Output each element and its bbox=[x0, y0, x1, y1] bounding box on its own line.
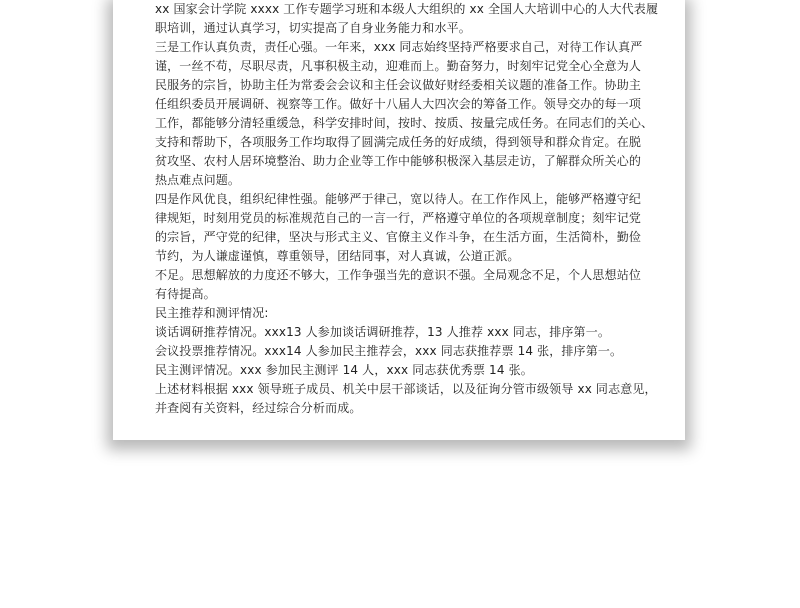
text-line: 热点难点问题。 bbox=[155, 173, 241, 187]
text-line: 会议投票推荐情况。xxx14 人参加民主推荐会，xxx 同志获推荐票 14 张，排序第一。 bbox=[155, 344, 623, 358]
text-line: 节约，为人谦虚谨慎，尊重领导，团结同事，对人真诚，公道正派。 bbox=[155, 249, 520, 263]
text-line: 三是工作认真负责，责任心强。一年来，xxx 同志始终坚持严格要求自己，对待工作认真严 bbox=[155, 40, 643, 54]
document-page bbox=[113, 0, 685, 440]
text-line: 工作，都能够分清轻重缓急，科学安排时间，按时、按质、按量完成任务。在同志们的关心、 bbox=[155, 116, 654, 130]
text-line: 的宗旨，严守党的纪律，坚决与形式主义、官僚主义作斗争，在生活方面，生活简朴，勤俭 bbox=[155, 230, 642, 244]
text-line: 上述材料根据 xxx 领导班子成员、机关中层干部谈话，以及征询分管市级领导 xx 同志意见， bbox=[155, 382, 657, 396]
text-line: 四是作风优良，组织纪律性强。能够严于律己，宽以待人。在工作作风上，能够严格遵守纪 bbox=[155, 192, 642, 206]
document-body bbox=[155, 0, 659, 418]
section-heading: 民主推荐和测评情况: bbox=[155, 306, 269, 320]
text-line: 谈话调研推荐情况。xxx13 人参加谈话调研推荐，13 人推荐 xxx 同志，排序第一。 bbox=[155, 325, 611, 339]
text-line: 不足。思想解放的力度还不够大，工作争强当先的意识不强。全局观念不足，个人思想站位 bbox=[155, 268, 642, 282]
text-line: 民服务的宗旨，协助主任为常委会会议和主任会议做好财经委相关议题的准备工作。协助主 bbox=[155, 78, 642, 92]
text-line: 任组织委员开展调研、视察等工作。做好十八届人大四次会的筹备工作。领导交办的每一项 bbox=[155, 97, 642, 111]
text-line: 并查阅有关资料，经过综合分析而成。 bbox=[155, 401, 362, 415]
text-line: 支持和帮助下，各项服务工作均取得了圆满完成任务的好成绩，得到领导和群众肯定。在脱 bbox=[155, 135, 642, 149]
text-line: 律规矩，时刻用党员的标准规范自己的一言一行，严格遵守单位的各项规章制度；刻牢记党 bbox=[155, 211, 642, 225]
text-line: 职培训，通过认真学习，切实提高了自身业务能力和水平。 bbox=[155, 21, 471, 35]
text-line: 贫攻坚、农村人居环境整治、助力企业等工作中能够积极深入基层走访，了解群众所关心的 bbox=[155, 154, 642, 168]
text-line: 有待提高。 bbox=[155, 287, 216, 301]
text-line: xx 国家会计学院 xxxx 工作专题学习班和本级人大组织的 xx 全国人大培训中心的人大代表履 bbox=[155, 2, 659, 16]
text-line: 民主测评情况。xxx 参加民主测评 14 人，xxx 同志获优秀票 14 张。 bbox=[155, 363, 533, 377]
text-line: 谨，一丝不苟，尽职尽责，凡事积极主动，迎难而上。勤奋努力，时刻牢记党全心全意为人 bbox=[155, 59, 642, 73]
